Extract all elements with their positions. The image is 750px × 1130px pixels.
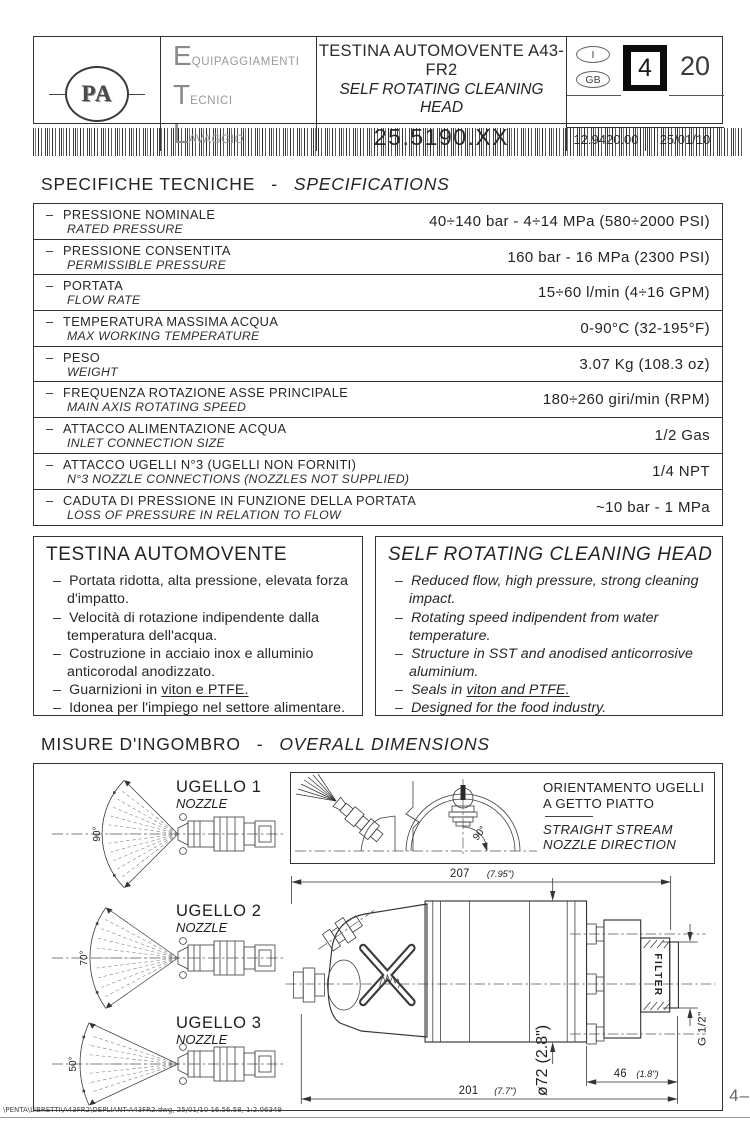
spec-value: 0-90°C (32-195°F) <box>580 319 710 337</box>
dim-201 <box>301 1014 677 1104</box>
filter-housing <box>604 920 678 1038</box>
feature-item: – Seals in viton and PTFE. <box>388 681 714 699</box>
dim-diameter-72 <box>534 878 555 1096</box>
logo-text: PA <box>81 81 113 106</box>
feature-boxes <box>33 536 723 716</box>
orientation-caption-it-2: A GETTO PIATTO <box>543 796 655 812</box>
spec-value: ~10 bar - 1 MPa <box>596 498 710 516</box>
spray-angle-label: 50° <box>68 1056 79 1072</box>
orientation-caption-it-1: ORIENTAMENTO UGELLI <box>543 780 705 796</box>
feature-item: – Guarnizioni in viton e PTFE. <box>46 681 354 699</box>
footer-rule <box>0 1117 750 1118</box>
nozzle-3-sublabel: NOZZLE <box>176 1032 228 1048</box>
page-content <box>33 36 723 1111</box>
dimensions-drawing-box <box>33 763 723 1111</box>
company-name <box>160 37 316 151</box>
spec-row-pressure-loss: – CADUTA DI PRESSIONE IN FUNZIONE DELLA PORTATA LOSS OF PRESSURE IN RELATION TO FLOW ~10 bar - 1 MPa <box>34 490 722 526</box>
spec-row-weight: – PESO WEIGHT 3.07 Kg (108.3 oz) <box>34 347 722 383</box>
svg-text:46: 46 <box>613 1068 627 1081</box>
side-nozzle-stub <box>294 960 361 1010</box>
main-drawing <box>280 864 720 1108</box>
spec-value: 3.07 Kg (108.3 oz) <box>579 355 710 373</box>
dimensions-heading-italian: MISURE D'INGOMBRO <box>41 734 241 755</box>
doc-date: 25/01/10 <box>659 132 711 147</box>
company-line: T ECNICI <box>173 79 233 111</box>
spec-row-flow-rate: – PORTATA FLOW RATE 15÷60 l/min (4÷16 GPM) <box>34 275 722 311</box>
dimensions-heading-english: OVERALL DIMENSIONS <box>279 734 490 755</box>
nozzle-orientation-box <box>290 772 715 864</box>
part-number: 25.5190.XX <box>373 124 510 150</box>
specs-heading: SPECIFICHE TECNICHE - SPECIFICATIONS <box>41 174 450 194</box>
svg-text:201: 201 <box>458 1085 479 1098</box>
spec-row-permissible-pressure: – PRESSIONE CONSENTITA PERMISSIBLE PRESSURE 160 bar - 16 MPa (2300 PSI) <box>34 240 722 276</box>
doc-info <box>566 37 724 151</box>
orientation-caption <box>541 773 706 863</box>
logo-wire-right <box>129 94 145 95</box>
svg-text:207: 207 <box>450 868 470 881</box>
company-line: E QUIPAGGIAMENTI <box>173 40 300 71</box>
orientation-diagram <box>291 773 541 861</box>
feature-item: – Costruzione in acciaio inox e alluminio anticorodal anodizzato. <box>46 645 354 681</box>
spec-table <box>33 203 723 526</box>
spec-value: 1/2 Gas <box>654 426 710 444</box>
head-body <box>294 904 427 1037</box>
spec-row-max-temperature: – TEMPERATURA MASSIMA ACQUA MAX WORKING TEMPERATURE 0-90°C (32-195°F) <box>34 311 722 347</box>
spec-value: 1/4 NPT <box>652 462 710 480</box>
nozzle-1-sublabel: NOZZLE <box>176 796 228 812</box>
nozzle-1-diagram <box>50 772 290 896</box>
doc-title <box>316 37 566 151</box>
spray-angle-label: 70° <box>79 950 90 966</box>
spec-row-inlet-connection: – ATTACCO ALIMENTAZIONE ACQUA INLET CONNECTION SIZE 1/2 Gas <box>34 418 722 454</box>
product-title-english: SELF ROTATING CLEANING HEAD <box>339 81 544 116</box>
feature-item: – Velocità di rotazione indipendente dalla temperatura dell'acqua. <box>46 609 354 645</box>
divider <box>669 95 724 96</box>
spec-value: 15÷60 l/min (4÷16 GPM) <box>538 284 710 302</box>
page-number-box <box>623 45 667 91</box>
cylinder-body <box>425 901 586 1042</box>
orientation-caption-en-2: NOZZLE DIRECTION <box>543 837 677 853</box>
divider <box>545 816 593 817</box>
title-block <box>33 36 723 150</box>
feature-item: – Structure in SST and anodised anticorrosive aluminium. <box>388 645 714 681</box>
language-badge-english: GB <box>576 71 610 88</box>
spec-row-nozzle-connections: – ATTACCO UGELLI N°3 (UGELLI NON FORNITI) N°3 NOZZLE CONNECTIONS (NOZZLES NOT SUPPLIED) 1/4 NPT <box>34 454 722 490</box>
spec-value: 40÷140 bar - 4÷14 MPa (580÷2000 PSI) <box>429 212 710 230</box>
features-italian: TESTINA AUTOMOVENTE – Portata ridotta, alta pressione, elevata forza d'impatto. – Velocità di rotazione indipendente dalla temperatura dell'acqua. – Costruzione in acciaio inox e alluminio anticorodal anodizzato. – Guarnizioni in viton e PTFE. – Idonea per l'impiego nel settore alimentare. <box>33 536 363 716</box>
nozzle-2-label: UGELLO 2 <box>176 902 262 921</box>
product-title-italian: TESTINA AUTOMOVENTE A43-FR2 <box>318 42 565 79</box>
no-touch-symbol <box>363 948 411 1002</box>
nozzle-1-label: UGELLO 1 <box>176 778 262 797</box>
total-pages: 20 <box>679 51 711 81</box>
filter-label: FILTER <box>652 953 664 997</box>
svg-text:G 1/2": G 1/2" <box>696 1011 709 1047</box>
language-badge-italian: I <box>576 46 610 63</box>
spec-row-rated-pressure: – PRESSIONE NOMINALE RATED PRESSURE 40÷140 bar - 4÷14 MPa (580÷2000 PSI) <box>34 204 722 240</box>
spray-angle-label: 90° <box>92 826 103 842</box>
features-english: SELF ROTATING CLEANING HEAD – Reduced flow, high pressure, strong cleaning impact. – Rotating speed indipendent from water temperature. – Structure in SST and anodised anticorrosive aluminium. – Seals in viton and PTFE. – Designed for the food industry. <box>375 536 723 716</box>
feature-item: – Designed for the food industry. <box>388 699 714 717</box>
divider <box>567 95 621 96</box>
doc-code-row <box>567 127 724 151</box>
language-badges <box>576 46 610 96</box>
doc-code: 12.9420.00 <box>567 128 646 151</box>
spec-row-rotation-speed: – FREQUENZA ROTAZIONE ASSE PRINCIPALE MAIN AXIS ROTATING SPEED 180÷260 giri/min (RPM) <box>34 382 722 418</box>
dim-46 <box>587 1046 678 1086</box>
page-number: 4– <box>729 1086 750 1105</box>
company-line: L AVAGGIO <box>173 118 245 150</box>
page-number-value: 4 <box>631 52 660 85</box>
specs-heading-italian: SPECIFICHE TECNICHE <box>41 174 256 194</box>
orientation-caption-en-1: STRAIGHT STREAM <box>543 822 673 838</box>
feature-item: – Rotating speed indipendent from water temperature. <box>388 609 714 645</box>
dimensions-heading: MISURE D'INGOMBRO - OVERALL DIMENSIONS <box>41 734 490 755</box>
nozzle-3-label: UGELLO 3 <box>176 1014 262 1033</box>
svg-text:(7.95"): (7.95") <box>486 869 515 880</box>
spec-value: 180÷260 giri/min (RPM) <box>542 391 710 409</box>
spec-value: 160 bar - 16 MPa (2300 PSI) <box>507 248 710 266</box>
feature-item: – Idonea per l'impiego nel settore alimentare. <box>46 699 354 717</box>
nozzle-3-diagram <box>50 1012 290 1108</box>
orientation-angle-label: 90° <box>471 824 490 843</box>
nozzle-2-diagram <box>50 898 290 1010</box>
angled-nozzle-stub <box>321 911 365 953</box>
pa-logo-icon <box>65 66 129 122</box>
feature-item: – Portata ridotta, alta pressione, elevata forza d'impatto. <box>46 572 354 608</box>
spray-fan-70 <box>90 908 178 1009</box>
specs-heading-english: SPECIFICATIONS <box>293 174 450 194</box>
file-path-stamp: \PENTA\LIBRETTI\A43FR2\DEPLIANT-A43FR2.dwg, 25/01/10 16.56.58, 1:2.06349 <box>3 1106 282 1114</box>
svg-text:ø72(2.8"): ø72(2.8") <box>534 1025 551 1097</box>
nozzle-2-sublabel: NOZZLE <box>176 920 228 936</box>
angled-nozzle-spray <box>296 774 419 851</box>
svg-text:(7.7"): (7.7") <box>494 1086 517 1097</box>
company-logo <box>34 37 160 151</box>
feature-item: – Reduced flow, high pressure, strong cleaning impact. <box>388 572 714 608</box>
logo-wire-left <box>49 94 65 95</box>
svg-text:(1.8"): (1.8") <box>636 1069 659 1080</box>
